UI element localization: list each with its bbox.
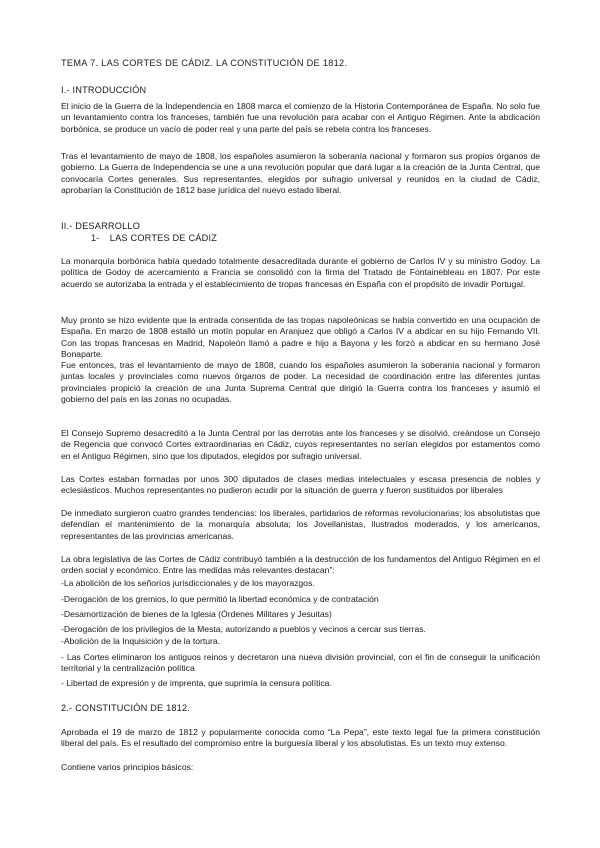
- constitucion-heading: 2.- CONSTITUCIÓN DE 1812.: [61, 703, 191, 713]
- desarrollo-paragraph-1: La monarquía borbónica había quedado totalmente desacreditada durante el gobierno de Carlos IV y su ministro Godoy. La política de Godoy de acercamiento a Francia se consolidó con la firma del Tratado de Fontainebleau en 1807. Por este acuerdo se autorizaba la entrada y el establecimiento de tropas francesas en España con el propósito de invadir Portugal.: [61, 256, 540, 289]
- document-title: TEMA 7. LAS CORTES DE CÁDIZ. LA CONSTITUCIÓN DE 1812.: [61, 58, 348, 68]
- measure-item: -Derogación de los privilegios de la Mesta, autorizando a pueblos y vecinos a cercar sus tierras.: [61, 624, 426, 634]
- desarrollo-paragraph-6: De inmediato surgieron cuatro grandes tendencias: los liberales, partidarios de reformas revolucionarias; los absolutistas que defendían el mantenimiento de la monarquía absoluta; los Jovellanistas, ilustrados moderados, y los americanos, representantes de las provincias americanas.: [61, 508, 540, 541]
- constitucion-paragraph-1: Aprobada el 19 de marzo de 1812 y popularmente conocida como “La Pepa”, este texto legal fue la primera constitución liberal del país. Es el resultado del compromiso entre la burguesía liberal y los absolutistas. Es un texto muy extenso.: [61, 727, 540, 749]
- desarrollo-paragraph-4: El Consejo Supremo desacreditó a la Junta Central por las derrotas ante los franceses y se disolvió, creándose un Consejo de Regencia que convocó Cortes extraordinarias en Cádiz, cuyos representantes no serían elegidos por estamentos como en el Antiguo Régimen, sino que los diputados, elegidos por sufragio universal.: [61, 428, 540, 461]
- desarrollo-paragraph-3: Fue entonces, tras el levantamiento de mayo de 1808, cuando los españoles asumieron la soberanía nacional y formaron juntas locales y provinciales como nuevos órganos de poder. La necesidad de coordinación entre las diferentes juntas provinciales propició la creación de una Junta Suprema Central que dirigió la Guerra contra los franceses y asumió el gobierno del país en las zonas no ocupadas.: [61, 360, 540, 404]
- intro-paragraph-2: Tras el levantamiento de mayo de 1808, los españoles asumieron la soberanía nacional y formaron sus propios órganos de gobierno. La Guerra de Independencia se une a una revolución popular que dará lugar a la creación de la Junta Central, que convocaría Cortes generales. Sus representantes, elegidos por sufragio universal y reunidos en la ciudad de Cádiz, aprobarían la Constitución de 1812 base jurídica del nuevo estado liberal.: [61, 151, 540, 195]
- subheading-number: 1-: [91, 233, 100, 243]
- desarrollo-paragraph-5: Las Cortes estaban formadas por unos 300 diputados de clases medias intelectuales y escasa presencia de nobles y eclesiásticos. Muchos representantes no pudieron acudir por la situación de guerra y fueron sustituidos por liberales: [61, 474, 540, 496]
- measure-item: -Derogación de los gremios, lo que permitió la libertad económica y de contratación: [61, 594, 379, 604]
- measure-item: -La abolición de los señoríos jurisdiccionales y de los mayorazgos.: [61, 578, 315, 588]
- desarrollo-paragraph-7: La obra legislativa de las Cortes de Cádiz contribuyó también a la destrucción de los fundamentos del Antiguo Régimen en el orden social y económico. Entre las medidas más relevantes destacan”:: [61, 554, 540, 576]
- intro-paragraph-1: El inicio de la Guerra de la Independencia en 1808 marca el comienzo de la Historia Contemporánea de España. No solo fue un levantamiento contra los franceses, también fue una revolución para acabar con el Antiguo Régimen. Ante la abdicación borbónica, se produce un vacío de poder real y una parte del país se rebela contra los franceses.: [61, 101, 540, 134]
- subheading-label: LAS CORTES DE CÁDIZ: [109, 233, 218, 243]
- measure-item: - Las Cortes eliminaron los antiguos reinos y decretaron una nueva división provincial, con el fin de conseguir la unificación territorial y la centralización política: [61, 652, 540, 674]
- measure-item: -Abolición de la Inquisición y de la tortura.: [61, 636, 221, 646]
- desarrollo-paragraph-2: Muy pronto se hizo evidente que la entrada consentida de las tropas napoleónicas se había convertido en una ocupación de España. En marzo de 1808 estalló un motín popular en Aranjuez que obligó a Carlos IV a abdicar en su hijo Fernando VII. Con las tropas francesas en Madrid, Napoleón llamó a padre e hijo a Bayona y les forzó a abdicar en su hermano José Bonaparte.: [61, 315, 540, 359]
- intro-heading: I.- INTRODUCCIÓN: [61, 85, 147, 95]
- cortes-subheading: [61, 232, 570, 244]
- desarrollo-heading: II.- DESARROLLO: [61, 221, 141, 231]
- constitucion-paragraph-2: Contiene varios principios básicos:: [61, 762, 194, 772]
- measure-item: -Desamortización de bienes de la Iglesia (Órdenes Militares y Jesuitas): [61, 609, 332, 619]
- measure-item: - Libertad de expresión y de imprenta, que suprimía la censura política.: [61, 678, 332, 688]
